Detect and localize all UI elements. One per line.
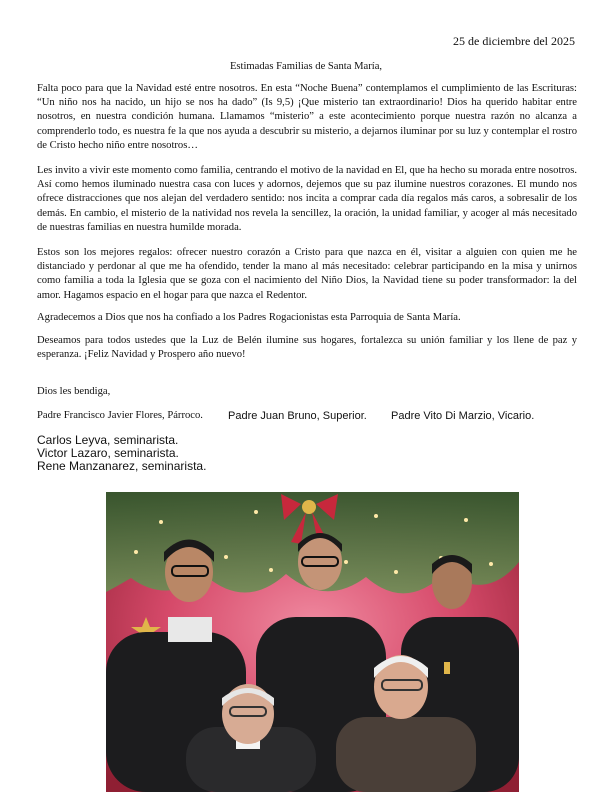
seminarian-2: Victor Lazaro, seminarista. bbox=[37, 446, 179, 460]
signature-vicar: Padre Vito Di Marzio, Vicario. bbox=[391, 410, 535, 422]
signature-pastor: Padre Francisco Javier Flores, Párroco. bbox=[37, 410, 203, 421]
letter-greeting: Estimadas Familias de Santa María, bbox=[229, 61, 383, 72]
paragraph-5: Deseamos para todos ustedes que la Luz de Belén ilumine sus hogares, fortalezca su unión familiar y los llene de paz y esperanza. ¡Feliz Navidad y Prospero año nuevo! bbox=[37, 335, 577, 361]
paragraph-2: Les invito a vivir este momento como familia, centrando el motivo de la navidad en El, que ha hecho su morada entre nosotros. Así como hemos iluminado nuestra casa con luces y adornos, dejemos que su paz ilumine nuestros corazones. El mundo nos ofrece distracciones que nos alejan del verdadero sentido: nos incita a comprar cada día regalos más caros, a sobresalir de los demás. En cambio, el misterio de la natividad nos revela la sencillez, la oración, la unidad familiar, y acoger al más necesitado de nuestras familias en nuestra humilde morada. bbox=[37, 165, 577, 233]
seminarian-3: Rene Manzanarez, seminarista. bbox=[37, 459, 207, 473]
signature-superior: Padre Juan Bruno, Superior. bbox=[228, 410, 367, 422]
group-photo bbox=[106, 492, 519, 792]
paragraph-1: Falta poco para que la Navidad esté entre nosotros. En esta “Noche Buena” contemplamos el cumplimiento de las Escrituras: “Un niño nos ha nacido, un hijo se nos ha dado” (Is 9,5) ¡Que misterio tan extraordinario! Dios ha querido habitar entre nosotros, en nuestra condición humana. Llamamos “misterio” a este acontecimiento porque nuestra razón no alcanza a comprenderlo todo, es nuestra fe la que nos ayuda a descubrir su misterio, a dejarnos iluminar por su luz y contemplar el rostro de Cristo hecho niño entre nosotros… bbox=[37, 83, 577, 151]
seminarian-1: Carlos Leyva, seminarista. bbox=[37, 433, 179, 447]
paragraph-4: Agradecemos a Dios que nos ha confiado a los Padres Rogacionistas esta Parroquia de Santa María. bbox=[37, 312, 461, 323]
letter-date: 25 de diciembre del 2025 bbox=[453, 34, 575, 48]
closing-blessing: Dios les bendiga, bbox=[37, 386, 111, 397]
paragraph-3: Estos son los mejores regalos: ofrecer nuestro corazón a Cristo para que nazca en él, visitar a alguien con quien me he distanciado y perdonar al que me ha ofendido, tender la mano al más necesitado: celebrar participando en la misa y unirnos como familia a toda la Iglesia que se goza con el nacimiento del Niño Dios, la Navidad tiene su poder transformador: la del amor. Hagamos espacio en el hogar para que nazca el Redentor. bbox=[37, 247, 577, 301]
group-photo-illustration bbox=[106, 492, 519, 792]
